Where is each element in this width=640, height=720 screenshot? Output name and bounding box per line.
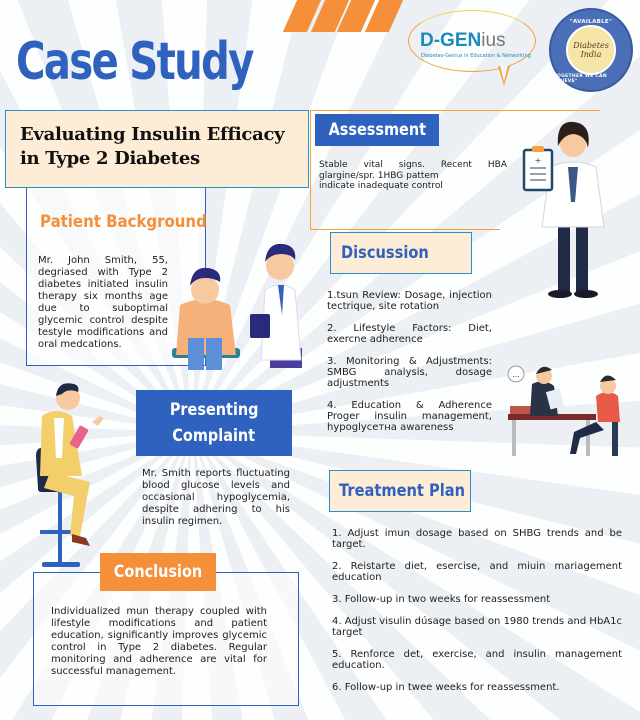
treatment-item: 6. Follow-up in twee weeks for reassessment. [332, 682, 560, 693]
diabetes-india-seal [549, 8, 633, 92]
treatment-plan-list [332, 528, 622, 704]
patient-background-text: Mr. John Smith, 55, degriased with Type 2 diabetes initiated insulin therapy six months age due to suboptimal glycemic control despite testyle modifications and oral medcations. [38, 255, 168, 350]
treatment-item: 4. Adjust visulin dúsage based on 1980 trends and HbA1c target [332, 616, 622, 638]
discussion-item: 4. Education & Adherence Proger insulin management, hypoglycетна awareness [327, 400, 492, 433]
svg-text:+: + [534, 156, 542, 165]
discussion-item: 2. Lifestyle Factors: Diet, exercne adherence [327, 323, 492, 345]
svg-text:...: ... [512, 370, 520, 379]
conclusion-heading: Conclusion [100, 553, 216, 591]
dgenius-logo [408, 10, 538, 90]
presenting-complaint-text: Mr. Smith reports fluctuating blood glucose levels and occasional hypoglycemia, despite adhering to his insulin regimen. [142, 468, 290, 527]
presenting-complaint-heading: Presenting Complaint [136, 390, 292, 456]
treatment-item: 1. Adjust imun dosage based on SHBG trends and be target. [332, 528, 622, 550]
patient-background-heading: Patient Background [40, 212, 207, 232]
treatment-plan-heading: Treatment Plan [329, 470, 471, 512]
seal-ring-top: "AVAILABLE" [569, 19, 613, 25]
consultation-illustration [500, 362, 640, 462]
discussion-heading: Discussion [330, 232, 472, 274]
assessment-text: Stable vital signs. Recent HBA glargine/spr. 1HBG pattem indicate inadequate control [319, 160, 507, 191]
logo-brand-suffix: ius [481, 30, 506, 51]
conclusion-text: Individualized mun therapy coupled with lifestyle modifications and patient education, significantly improves glycemic control in Type 2 diabetes. Regular monitoring and adherence are vital for successful management. [51, 606, 267, 677]
seated-man-illustration [14, 376, 126, 576]
assessment-heading: Assessment [315, 114, 439, 146]
doctor-patient-illustration [170, 230, 310, 370]
logo-tagline: Diabetes-Genius in Education & Networking [421, 53, 531, 59]
subtitle-line-1: Evaluating Insulin Efficacy [20, 124, 285, 145]
page-title: Case Study [16, 32, 253, 92]
female-doctor-illustration [520, 112, 630, 302]
decorative-stripes [268, 0, 398, 34]
discussion-item: 1.tsun Review: Dosage, injection tectrique, site rotation [327, 290, 492, 312]
seal-center: Diabetes India [566, 25, 616, 75]
discussion-item: 3. Monitoring & Adjustments: SMBG analysis, dosage adjustments [327, 356, 492, 389]
discussion-list [327, 290, 492, 444]
treatment-item: 3. Follow-up in two weeks for reassessment [332, 594, 551, 605]
logo-brand-main: D-GEN [420, 30, 482, 51]
case-subtitle-panel [5, 110, 309, 188]
subtitle-line-2: in Type 2 Diabetes [20, 148, 200, 169]
seal-ring-bottom: "TOGETHER WE CAN ACHIEVE" [551, 74, 607, 84]
treatment-item: 2. Reistarte diet, esercise, and miuin mariagement education [332, 561, 622, 583]
treatment-item: 5. Renforce det, exercise, and insulin management education. [332, 649, 622, 671]
